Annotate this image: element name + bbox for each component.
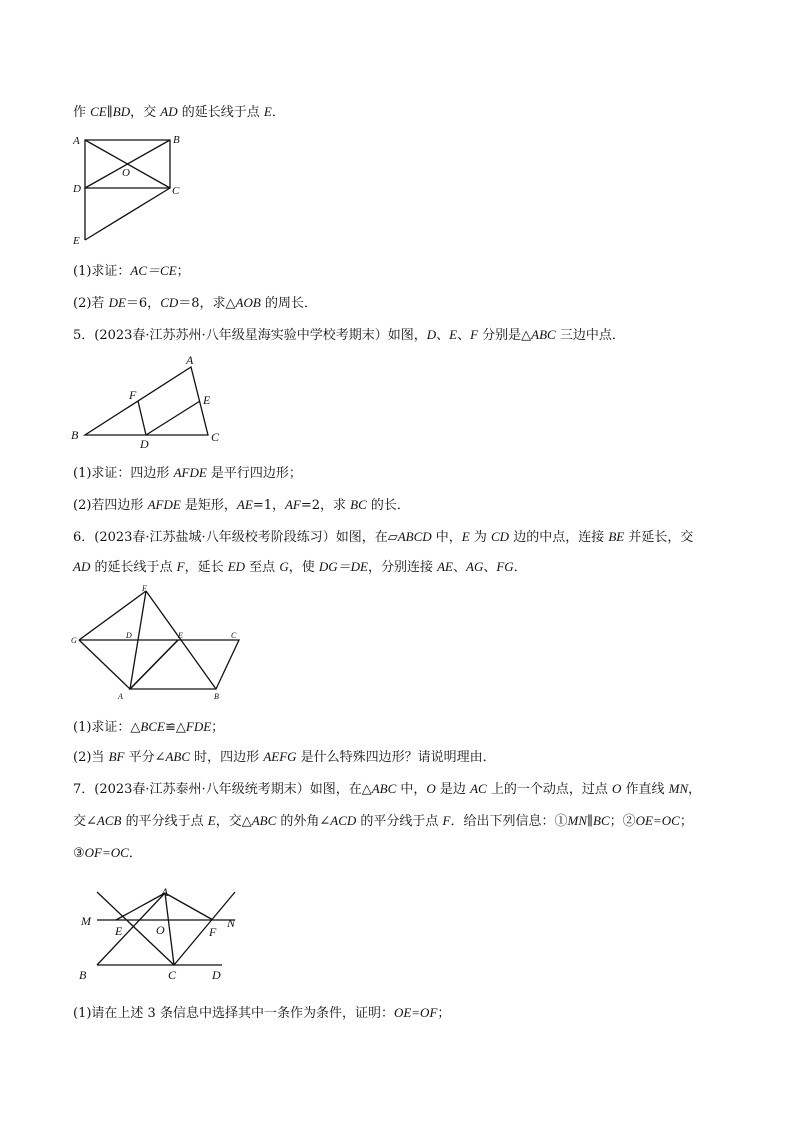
label-B: B <box>173 134 180 146</box>
label-O: O <box>122 167 130 179</box>
segment-af <box>165 893 213 920</box>
label-E: E <box>115 924 123 938</box>
q6-part1: (1)求证：△BCE≌△FDE； <box>73 719 225 735</box>
q5-text: 5．(2023春·江苏苏州·八年级星海实验中学校考期末）如图，D、E、F 分别是△ABC 三边中点． <box>73 327 625 343</box>
label-C: C <box>211 430 220 444</box>
label-D: D <box>140 437 149 451</box>
label-A: A <box>118 692 123 701</box>
q6-text-line2: AD 的延长线于点 F，延长 ED 至点 G，使 DG＝DE，分别连接 AE、AG、FG． <box>73 559 527 575</box>
label-C: C <box>231 631 237 640</box>
figure-triangle-abc-bisectors <box>75 882 250 982</box>
label-F: F <box>129 388 137 402</box>
label-D: D <box>126 631 132 640</box>
segment-ab <box>97 893 165 965</box>
label-D: D <box>212 968 221 982</box>
label-O: O <box>156 923 165 937</box>
segment-ae <box>116 893 165 920</box>
figure-parallelogram-abcd <box>68 585 248 705</box>
parallelogram-abcd <box>130 640 239 689</box>
q7-part1: (1)请在上述 3 条信息中选择其中一条作为条件，证明：OE=OF； <box>73 1005 451 1021</box>
segment-de <box>146 401 200 435</box>
segment-gf <box>79 591 146 640</box>
segment-fd <box>138 401 146 435</box>
segment-ce <box>85 188 170 240</box>
label-B: B <box>214 692 219 701</box>
q4-part2: (2)若 DE＝6，CD＝8，求△AOB 的周长． <box>73 295 317 311</box>
label-F: F <box>142 584 147 593</box>
q5-part2: (2)若四边形 AFDE 是矩形，AE=1，AF=2，求 BC 的长． <box>73 497 410 513</box>
label-M: M <box>81 914 91 928</box>
label-E: E <box>73 235 80 247</box>
label-G: G <box>71 636 77 645</box>
q6-text-line1: 6．(2023春·江苏盐城·八年级校考阶段练习）如图，在▱ABCD 中，E 为 CD 边的中点，连接 BE 并延长，交 <box>73 529 694 545</box>
label-D: D <box>73 183 81 195</box>
figure-triangle-abc-midpoints <box>68 352 238 452</box>
q7-text-line1: 7．(2023春·江苏泰州·八年级统考期末）如图，在△ABC 中，O 是边 AC 上的一个动点，过点 O 作直线 MN， <box>73 781 702 797</box>
q5-part1: (1)求证：四边形 AFDE 是平行四边形； <box>73 465 302 481</box>
label-B: B <box>79 968 87 982</box>
label-A: A <box>186 353 194 367</box>
intro-line: 作 CE∥BD，交 AD 的延长线于点 E． <box>73 104 285 120</box>
q7-text-line3: ③OF=OC． <box>73 845 142 861</box>
label-F: F <box>209 925 217 939</box>
label-C: C <box>168 968 177 982</box>
q6-part2: (2)当 BF 平分∠ABC 时，四边形 AEFG 是什么特殊四边形？请说明理由． <box>73 749 496 765</box>
figure-rectangle-abcd <box>70 128 190 248</box>
triangle-abc <box>85 367 208 435</box>
label-E: E <box>178 631 183 640</box>
q7-text-line2: 交∠ACB 的平分线于点 E，交△ABC 的外角∠ACD 的平分线于点 F．给出下列信息：①MN∥BC；②OE=OC； <box>73 813 693 829</box>
label-C: C <box>172 185 180 197</box>
q4-part1: (1)求证：AC＝CE； <box>73 263 190 279</box>
label-N: N <box>227 916 236 930</box>
label-A: A <box>73 135 80 147</box>
label-A: A <box>161 885 169 899</box>
segment-ga <box>79 640 130 689</box>
segment-ac <box>165 893 174 965</box>
label-E: E <box>203 393 211 407</box>
label-B: B <box>71 428 79 442</box>
